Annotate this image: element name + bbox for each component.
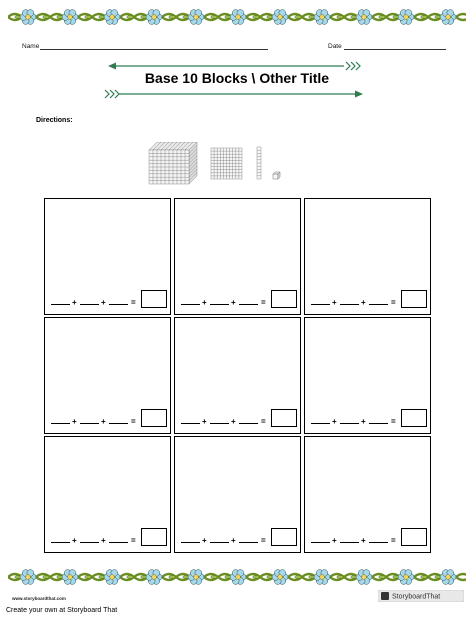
date-label: Date	[328, 43, 342, 50]
answer-blank[interactable]	[340, 423, 359, 424]
answer-blank[interactable]	[109, 423, 128, 424]
flower-icon	[314, 570, 330, 585]
directions-label: Directions:	[36, 117, 73, 124]
plus-sign: +	[361, 536, 366, 545]
answer-blank[interactable]	[181, 423, 200, 424]
equation-row	[181, 528, 297, 546]
equals-sign: =	[131, 298, 136, 307]
answer-blank[interactable]	[340, 304, 359, 305]
thousand-cube	[149, 142, 197, 184]
flower-icon	[272, 10, 288, 25]
plus-sign: +	[202, 298, 207, 307]
plus-sign: +	[332, 417, 337, 426]
answer-blank[interactable]	[51, 423, 70, 424]
name-line	[40, 49, 268, 50]
answer-box[interactable]	[271, 290, 297, 308]
ten-rod	[257, 147, 261, 179]
plus-sign: +	[231, 536, 236, 545]
work-box[interactable]	[44, 436, 171, 553]
answer-blank[interactable]	[369, 423, 388, 424]
answer-blank[interactable]	[239, 423, 258, 424]
flower-icon	[314, 10, 330, 25]
work-box[interactable]	[174, 198, 301, 315]
answer-box[interactable]	[401, 290, 427, 308]
answer-box[interactable]	[141, 528, 167, 546]
answer-blank[interactable]	[210, 542, 229, 543]
base-ten-blocks-image	[145, 142, 295, 187]
flower-icon	[20, 570, 36, 585]
equals-sign: =	[261, 298, 266, 307]
answer-box[interactable]	[401, 409, 427, 427]
plus-sign: +	[361, 417, 366, 426]
equals-sign: =	[131, 417, 136, 426]
answer-blank[interactable]	[109, 304, 128, 305]
date-line	[344, 49, 446, 50]
answer-blank[interactable]	[80, 542, 99, 543]
flower-icon	[104, 570, 120, 585]
flower-icon	[104, 10, 120, 25]
storyboardthat-logo	[378, 590, 464, 602]
answer-blank[interactable]	[239, 542, 258, 543]
work-box[interactable]	[44, 317, 171, 434]
answer-blank[interactable]	[80, 304, 99, 305]
answer-blank[interactable]	[80, 423, 99, 424]
answer-blank[interactable]	[311, 542, 330, 543]
answer-blank[interactable]	[51, 304, 70, 305]
name-label: Name	[22, 43, 40, 50]
footer-bar	[0, 604, 474, 620]
floral-border-top	[8, 6, 466, 28]
work-box[interactable]	[304, 436, 431, 553]
answer-blank[interactable]	[181, 304, 200, 305]
flower-icon	[440, 10, 456, 25]
plus-sign: +	[361, 298, 366, 307]
flower-icon	[356, 570, 372, 585]
answer-box[interactable]	[401, 528, 427, 546]
plus-sign: +	[231, 417, 236, 426]
equation-row	[311, 290, 427, 308]
work-box[interactable]	[304, 198, 431, 315]
flower-icon	[188, 10, 204, 25]
plus-sign: +	[72, 536, 77, 545]
flower-icon	[398, 570, 414, 585]
flower-icon	[188, 570, 204, 585]
equation-row	[311, 528, 427, 546]
work-box[interactable]	[174, 317, 301, 434]
plus-sign: +	[332, 298, 337, 307]
answer-box[interactable]	[271, 409, 297, 427]
equals-sign: =	[131, 536, 136, 545]
floral-border-bottom	[8, 566, 466, 588]
credit-url: www.storyboardthat.com	[12, 596, 66, 601]
plus-sign: +	[101, 536, 106, 545]
hundred-flat	[211, 148, 242, 179]
flower-icon	[272, 570, 288, 585]
unit-cube	[273, 172, 280, 179]
equation-row	[311, 409, 427, 427]
equation-row	[181, 409, 297, 427]
flower-icon	[62, 570, 78, 585]
answer-blank[interactable]	[311, 304, 330, 305]
equation-row	[51, 409, 167, 427]
answer-blank[interactable]	[369, 542, 388, 543]
arrow-decoration-bottom	[104, 89, 364, 99]
plus-sign: +	[202, 417, 207, 426]
flower-icon	[440, 570, 456, 585]
flower-icon	[230, 10, 246, 25]
answer-blank[interactable]	[181, 542, 200, 543]
answer-blank[interactable]	[210, 423, 229, 424]
equals-sign: =	[391, 417, 396, 426]
equals-sign: =	[261, 536, 266, 545]
equals-sign: =	[391, 536, 396, 545]
answer-blank[interactable]	[210, 304, 229, 305]
page-title: Base 10 Blocks \ Other Title	[144, 70, 330, 86]
plus-sign: +	[72, 298, 77, 307]
flower-icon	[398, 10, 414, 25]
equation-row	[51, 528, 167, 546]
work-box[interactable]	[174, 436, 301, 553]
answer-blank[interactable]	[51, 542, 70, 543]
flower-icon	[146, 10, 162, 25]
answer-blank[interactable]	[369, 304, 388, 305]
plus-sign: +	[202, 536, 207, 545]
equals-sign: =	[261, 417, 266, 426]
answer-box[interactable]	[271, 528, 297, 546]
answer-blank[interactable]	[109, 542, 128, 543]
plus-sign: +	[101, 417, 106, 426]
answer-blank[interactable]	[239, 304, 258, 305]
equals-sign: =	[391, 298, 396, 307]
flower-icon	[146, 570, 162, 585]
equation-row	[181, 290, 297, 308]
answer-blank[interactable]	[340, 542, 359, 543]
footer-link[interactable]: Create your own at Storyboard That	[6, 607, 118, 614]
equation-row	[51, 290, 167, 308]
answer-box[interactable]	[141, 409, 167, 427]
plus-sign: +	[332, 536, 337, 545]
svg-text:StoryboardThat: StoryboardThat	[392, 593, 441, 601]
flower-icon	[62, 10, 78, 25]
plus-sign: +	[72, 417, 77, 426]
work-box[interactable]	[44, 198, 171, 315]
flower-icon	[20, 10, 36, 25]
work-box[interactable]	[304, 317, 431, 434]
flower-icon	[230, 570, 246, 585]
answer-box[interactable]	[141, 290, 167, 308]
answer-blank[interactable]	[311, 423, 330, 424]
plus-sign: +	[101, 298, 106, 307]
flower-icon	[356, 10, 372, 25]
plus-sign: +	[231, 298, 236, 307]
